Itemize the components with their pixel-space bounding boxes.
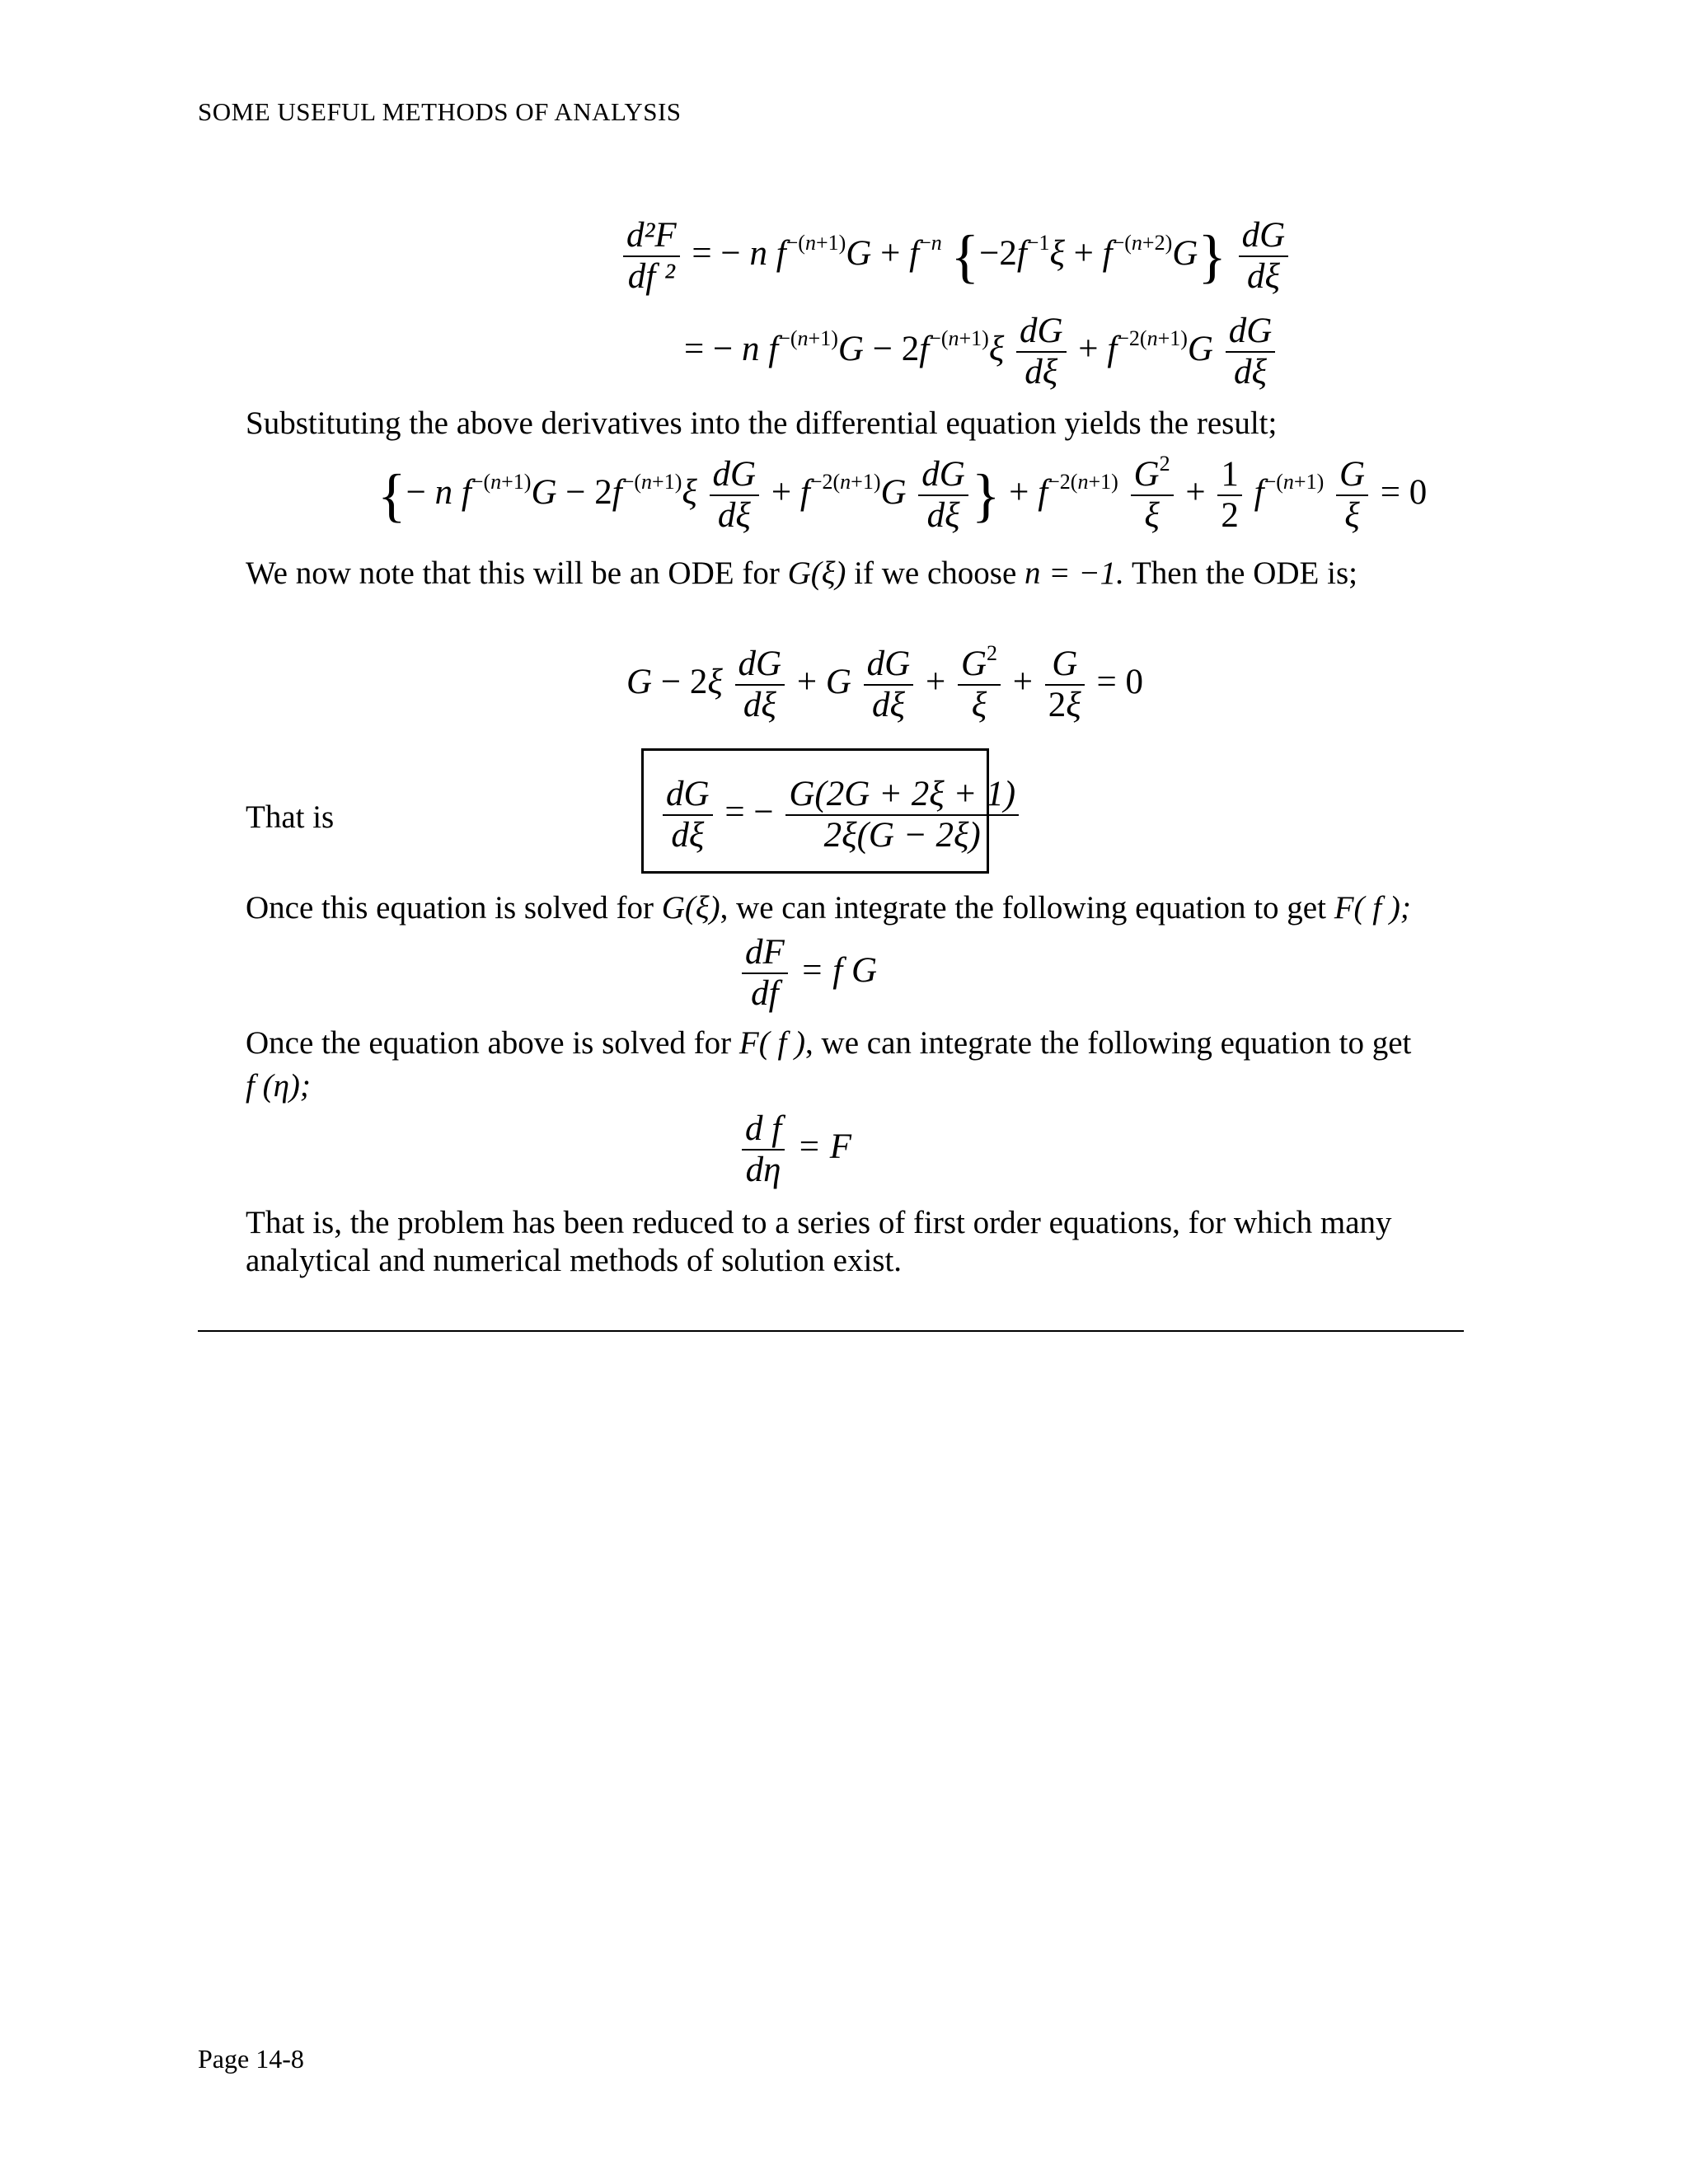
equation-dF-df: $\frac{dF}{df}$ = f G [738,933,877,1014]
paragraph-once-solved-F: Once the equation above is solved for F( f ), we can integrate the following equation to get [246,1025,1412,1061]
section-divider [198,1330,1464,1332]
fraction-d2F-df2: $\frac{\text{d²F}}{\text{df ²}}$ [623,216,680,297]
equation-ode-n-minus-one: G − 2ξ $\frac{dG}{d\xi}$ + G $\frac{dG}{d\xi}$ + $\frac{G^2}{\xi}$ + $\frac{G}{2\xi}$ = 0 [626,641,1143,724]
fraction-G2-xi: $\frac{G^2}{\xi}$ [958,644,1001,725]
math-G-of-xi: G(ξ) [787,555,846,591]
fraction-dG-dxi: $\frac{dG}{d\xi}$ [864,644,914,725]
fraction-df-deta: $\frac{\text{d f}}{d\eta}$ [742,1109,785,1190]
equation-substituted: {− n $f^{-(n+1)}G - 2f^{-(n+1)}\xi$ $\frac{dG}{d\xi}$ + $f^{-2(n+1)}G$ $\frac{dG}{d\xi}$ } + $f^{-2(n+1)}$ $\frac{G^2}{\xi}$ + $\frac{1}{2}$ $f^{-(n+1)}$ $\frac{G}{\xi}$ = 0 [377,452,1428,535]
fraction-dG-dxi: $\frac{dG}{d\xi}$ [918,455,968,536]
fraction-one-half: $\frac{1}{2}$ [1217,455,1242,536]
paragraph-once-solved-G: Once this equation is solved for G(ξ), we can integrate the following equation to get F( f ); [246,890,1411,926]
fraction-dG-dxi: $\frac{dG}{d\xi}$ [1016,312,1067,392]
fraction-G-2xi: $\frac{G}{2\xi}$ [1045,644,1085,725]
paragraph-conclusion-line1: That is, the problem has been reduced to a series of first order equations, for which many [246,1205,1392,1240]
fraction-boxed-rhs: $\frac{G(2G + 2\xi + 1)}{2\xi(G - 2\xi)}$ [785,775,1019,855]
math-f-of-eta: f (η); [246,1068,311,1104]
equation-df-deta: $\frac{\text{d f}}{d\eta}$ = F [738,1109,851,1190]
equation-second-derivative-line1: $\frac{\text{d²F}}{\text{df ²}}$ = − n $f^{-(n+1)}G + f^{-n}$ $\{-2f^{-1}\xi + f^{-(n+2)}G\}$ $\frac{dG}{d\xi}$ [620,216,1292,297]
paragraph-ode-note: We now note that this will be an ODE for G(ξ) if we choose n = −1. Then the ODE is; [246,555,1357,591]
fraction-dG-dxi: $\frac{dG}{d\xi}$ [1226,312,1276,392]
fraction-G2-xi: $\frac{G^2}{\xi}$ [1131,455,1174,536]
equation-second-derivative-line2: = − n $f^{-(n+1)}G - 2f^{-(n+1)}\xi$ $\frac{dG}{d\xi}$ + $f^{-2(n+1)}G$ $\frac{dG}{d\xi}$ [684,312,1278,392]
running-header: SOME USEFUL METHODS OF ANALYSIS [198,97,682,126]
fraction-dG-dxi: $\frac{dG}{d\xi}$ [663,775,713,855]
fraction-dG-dxi: $\frac{dG}{d\xi}$ [710,455,760,536]
math-F-of-f: F( f ); [1334,890,1411,926]
fraction-G-xi: $\frac{G}{\xi}$ [1336,455,1368,536]
page-number: Page 14-8 [198,2044,304,2074]
label-that-is: That is [246,799,335,835]
math-n-equals-minus-one: n = −1. [1025,555,1124,591]
boxed-equation: $\frac{dG}{d\xi}$ = − $\frac{G(2G + 2\xi + 1)}{2\xi(G - 2\xi)}$ [659,775,1022,855]
fraction-dG-dxi: $\frac{dG}{d\xi}$ [735,644,785,725]
paragraph-conclusion-line2: analytical and numerical methods of solution exist. [246,1243,903,1278]
paragraph-substituting: Substituting the above derivatives into the differential equation yields the result; [246,405,1278,441]
fraction-dG-dxi: $\frac{dG}{d\xi}$ [1239,216,1289,297]
fraction-dF-df: $\frac{dF}{df}$ [742,933,788,1014]
